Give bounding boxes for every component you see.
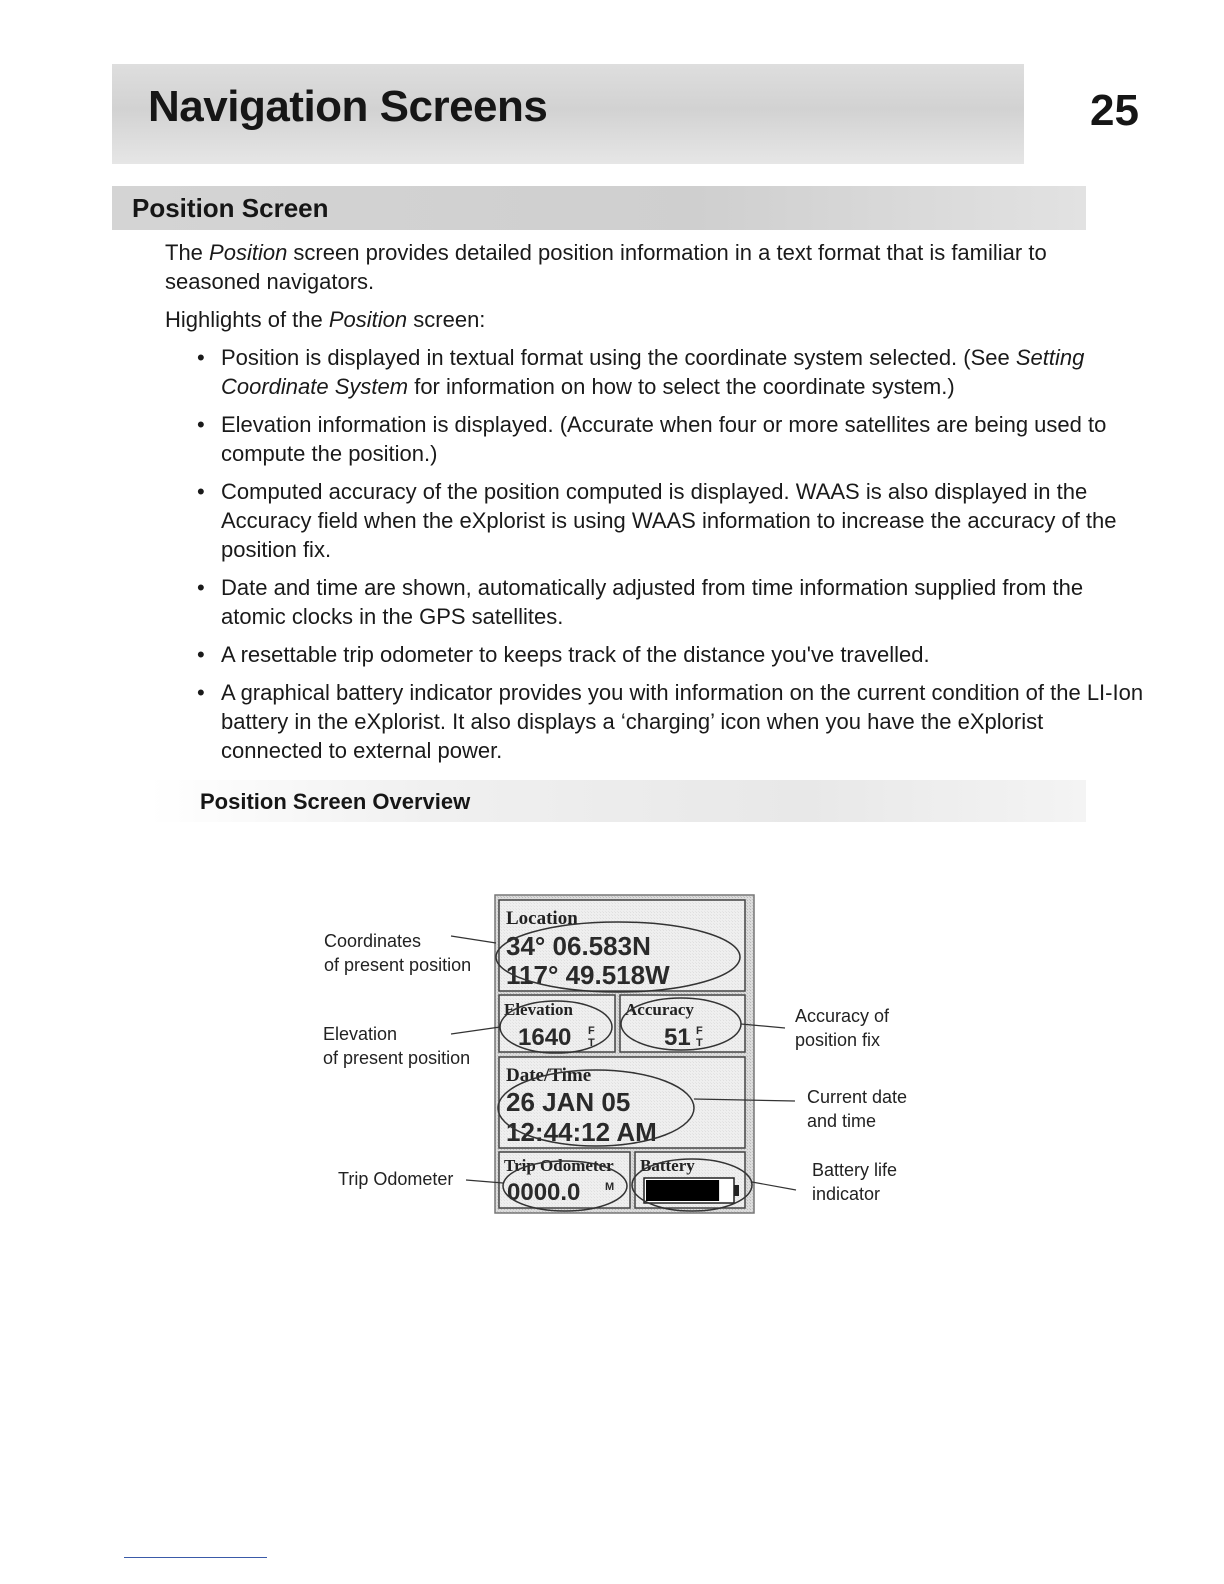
trip-odometer-label: Trip Odometer [504,1156,614,1175]
callout-battery: Battery life indicator [812,1160,898,1204]
bullet-icon: • [197,345,205,370]
latitude-value: 34° 06.583N [506,931,651,961]
elevation-unit-top: F [588,1025,595,1037]
trip-odometer-value: 0000.0 [507,1179,581,1206]
accuracy-unit-top: F [696,1025,703,1037]
accuracy-label: Accuracy [625,1000,694,1019]
location-label: Location [506,908,578,929]
bullet-icon: • [197,680,205,705]
page-number: 25 [1090,86,1139,135]
trip-odometer-unit: M [605,1181,615,1193]
elevation-value: 1640 [518,1024,572,1051]
battery-fill [646,1180,719,1201]
leader-line-coordinates [451,936,496,943]
section-title: Position Screen [132,193,329,223]
callout-trip-odometer: Trip Odometer [338,1169,454,1189]
list-item: • Computed accuracy of the position computed is displayed. WAAS is also displayed in the Accuracy field when the eXplorist is using WAAS information to increase the accuracy of the position fix. [197,479,1117,562]
time-value: 12:44:12 AM [506,1117,657,1147]
elevation-unit-bottom: T [588,1037,595,1049]
elevation-label: Elevation [504,1000,573,1019]
subsection-title: Position Screen Overview [200,789,471,814]
bullet-icon: • [197,642,205,667]
callout-accuracy: Accuracy of position fix [795,1006,890,1050]
longitude-value: 117° 49.518W [506,960,670,990]
list-item: • Position is displayed in textual format using the coordinate system selected. (See Setting Coordinate System for information on how to select the coordinate system.) [197,345,1085,399]
leader-line-elevation [451,1027,500,1034]
callout-coordinates: Coordinates of present position [324,931,472,975]
chapter-title: Navigation Screens [148,82,548,131]
callout-elevation: Elevation of present position [323,1024,471,1068]
accuracy-value: 51 [664,1024,691,1051]
date-time-label: Date/Time [506,1065,592,1086]
bullet-icon: • [197,479,205,504]
bullet-icon: • [197,412,205,437]
highlights-intro: Highlights of the Position screen: [165,307,486,332]
list-item: • A graphical battery indicator provides you with information on the current condition of the LI-Ion battery in the eXplorist. It also displays a ‘charging’ icon when you have the eXplorist connected to external power. [197,680,1144,763]
leader-line-battery [752,1182,796,1190]
battery-terminal [734,1185,739,1196]
list-item: • Date and time are shown, automatically adjusted from time information supplied from the atomic clocks in the GPS satellites. [197,575,1084,629]
date-value: 26 JAN 05 [506,1087,631,1117]
battery-label: Battery [640,1156,695,1175]
list-item: • A resettable trip odometer to keeps track of the distance you've travelled. [197,642,930,667]
bullet-icon: • [197,575,205,600]
list-item: • Elevation information is displayed. (Accurate when four or more satellites are being used to compute the position.) [197,412,1107,466]
intro-paragraph: The Position screen provides detailed position information in a text format that is familiar to seasoned navigators. [165,240,1047,294]
footnote-rule [124,1557,267,1558]
callout-date-time: Current date and time [807,1087,908,1131]
accuracy-unit-bottom: T [696,1037,703,1049]
